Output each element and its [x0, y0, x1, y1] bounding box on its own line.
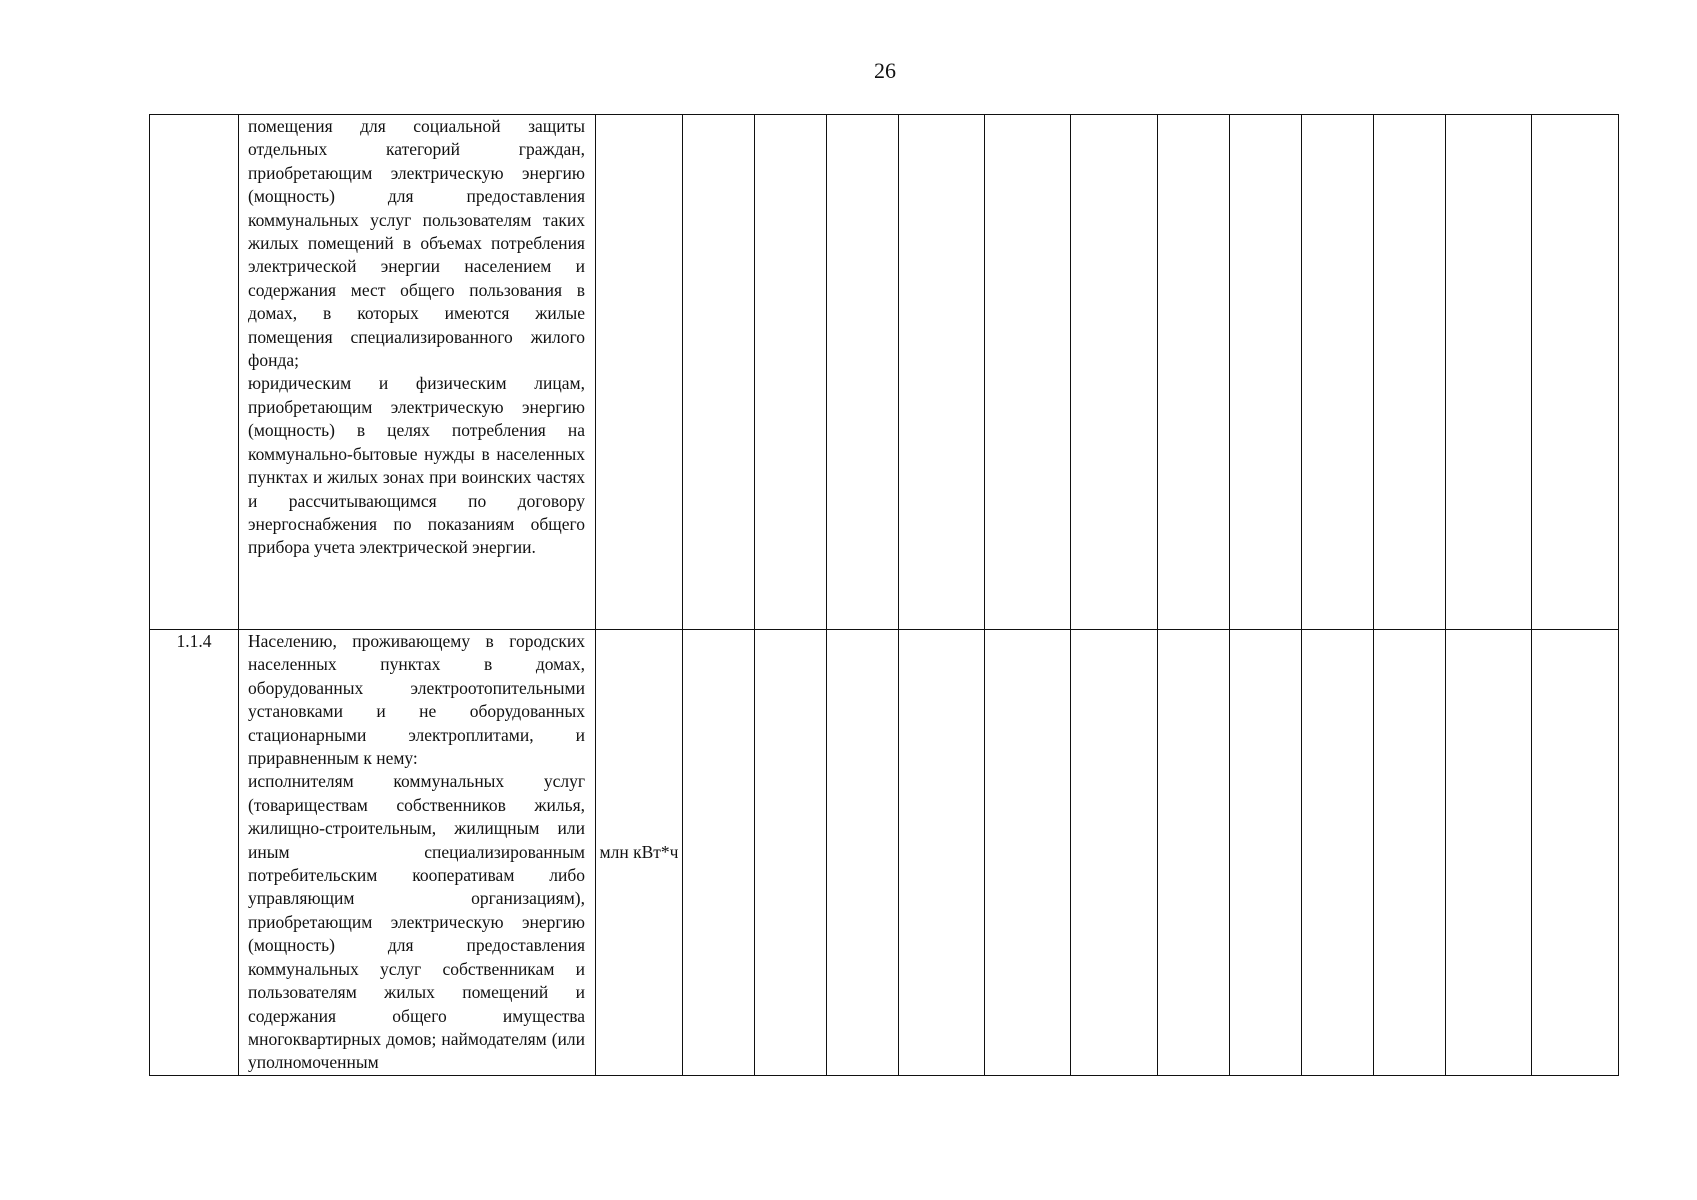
value-cell [985, 630, 1071, 1076]
value-cell [755, 115, 827, 630]
description-paragraph: Населению, проживающему в городских населенных пунктах в домах, оборудованных электроотопительными установками и не оборудованных стационарными электроплитами, и приравненным к нему: [248, 631, 585, 769]
value-cell [1532, 630, 1619, 1076]
value-cell [1532, 115, 1619, 630]
description-paragraph: помещения для социальной защиты отдельных категорий граждан, приобретающим электрическую энергию (мощность) для предоставления коммунальных услуг пользователям таких жилых помещений в объемах потребления электрической энергии населением и содержания мест общего пользования в домах, в которых имеются жилые помещения специализированного жилого фонда; [248, 116, 585, 371]
data-table [149, 114, 1619, 1076]
value-cell [1302, 115, 1374, 630]
page-number: 26 [874, 58, 896, 83]
value-cell [683, 630, 755, 1076]
value-cell [1374, 115, 1446, 630]
value-cell [899, 630, 985, 1076]
description-paragraph: юридическим и физическим лицам, приобретающим электрическую энергию (мощность) в целях потребления на коммунально-бытовые нужды в населенных пунктах и жилых зонах при воинских частях и рассчитывающимся по договору энергоснабжения по показаниям общего прибора учета электрической энергии. [248, 373, 585, 558]
row-number-cell: 1.1.4 [150, 630, 239, 1076]
table-row [150, 630, 1619, 1076]
value-cell [1158, 115, 1230, 630]
value-cell [1158, 630, 1230, 1076]
value-cell [1071, 115, 1158, 630]
description-paragraph: исполнителям коммунальных услуг (товариществам собственников жилья, жилищно-строительным, жилищным или иным специализированным потребительским кооперативам либо управляющим организациям), приобретающим электрическую энергию (мощность) для предоставления коммунальных услуг собственникам и пользователям жилых помещений и содержания общего имущества многоквартирных домов; наймодателям (или уполномоченным [248, 771, 585, 1073]
description-cell [239, 115, 596, 630]
value-cell [1230, 115, 1302, 630]
value-cell [1446, 115, 1532, 630]
value-cell [827, 630, 899, 1076]
unit-cell: млн кВт*ч [596, 630, 683, 1076]
value-cell [827, 115, 899, 630]
value-cell [1071, 630, 1158, 1076]
description-cell [239, 630, 596, 1076]
value-cell [683, 115, 755, 630]
value-cell [1230, 630, 1302, 1076]
value-cell [1302, 630, 1374, 1076]
table-row [150, 115, 1619, 630]
unit-cell [596, 115, 683, 630]
value-cell [985, 115, 1071, 630]
value-cell [755, 630, 827, 1076]
row-number-cell [150, 115, 239, 630]
value-cell [1374, 630, 1446, 1076]
value-cell [899, 115, 985, 630]
value-cell [1446, 630, 1532, 1076]
